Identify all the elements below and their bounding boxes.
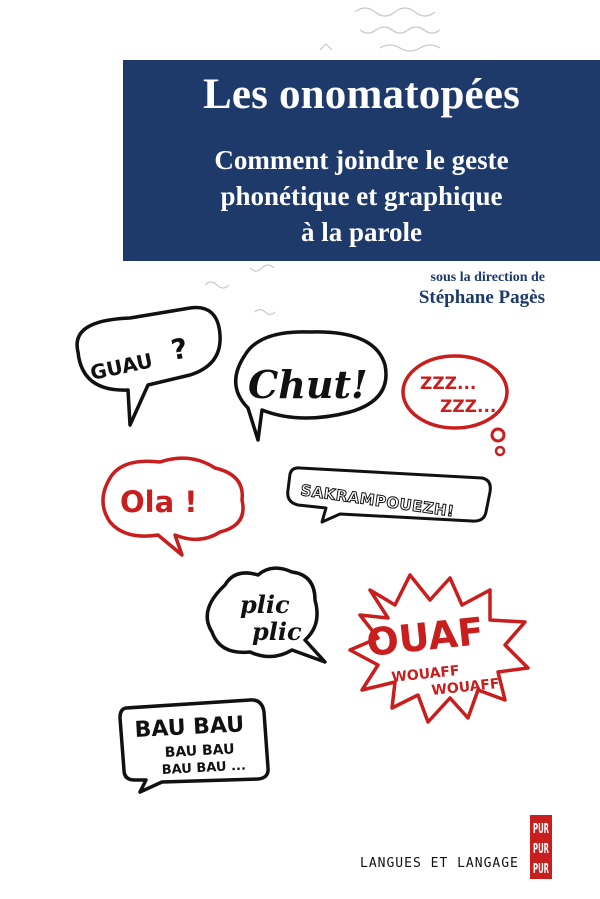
series-name: LANGUES ET LANGAGE bbox=[360, 856, 519, 871]
ola-text: Ola ! bbox=[120, 485, 198, 519]
publisher-logo bbox=[530, 815, 552, 879]
logo-text-3: PUR bbox=[533, 862, 549, 877]
wouaff-text-1: WOUAFF bbox=[390, 662, 461, 686]
chut-bubble bbox=[236, 332, 386, 440]
subtitle-line: à la parole bbox=[301, 217, 422, 247]
zzz-thought-bubble bbox=[403, 356, 507, 455]
bau-text-1: BAU BAU bbox=[134, 712, 245, 743]
zzz-text-1: ZZZ... bbox=[420, 374, 477, 394]
guau-text: GUAU bbox=[88, 348, 155, 385]
editor-name: Stéphane Pagès bbox=[418, 287, 545, 308]
ouaf-text: OUAF bbox=[364, 608, 486, 665]
zzz-text-2: ZZZ... bbox=[440, 397, 497, 417]
plic-text-2: plic bbox=[252, 617, 302, 646]
wouaff-text-2: WOUAFF bbox=[430, 675, 501, 699]
logo-text-2: PUR bbox=[533, 842, 549, 857]
logo-text-1: PUR bbox=[533, 822, 549, 837]
sakrampouezh-text: SAKRAMPOUEZH! bbox=[299, 481, 456, 521]
bau-text-3: BAU BAU ... bbox=[161, 758, 247, 778]
direction-label: sous la direction de bbox=[430, 270, 545, 285]
decorative-scribbles bbox=[205, 8, 440, 315]
subtitle-line: phonétique et graphique bbox=[220, 181, 503, 211]
plic-text-1: plic bbox=[240, 590, 290, 619]
book-title: Les onomatopées bbox=[202, 71, 521, 118]
chut-text: Chut! bbox=[248, 362, 368, 407]
guau-question-mark: ? bbox=[168, 331, 191, 367]
guau-bubble bbox=[77, 308, 220, 425]
plic-bubble bbox=[207, 568, 325, 662]
sakrampouezh-bubble bbox=[288, 468, 491, 522]
ola-bubble bbox=[103, 458, 243, 555]
ouaf-burst bbox=[350, 575, 528, 722]
subtitle-line: Comment joindre le geste bbox=[214, 145, 509, 175]
bau-text-2: BAU BAU bbox=[164, 741, 235, 761]
bau-bubble bbox=[120, 700, 268, 792]
